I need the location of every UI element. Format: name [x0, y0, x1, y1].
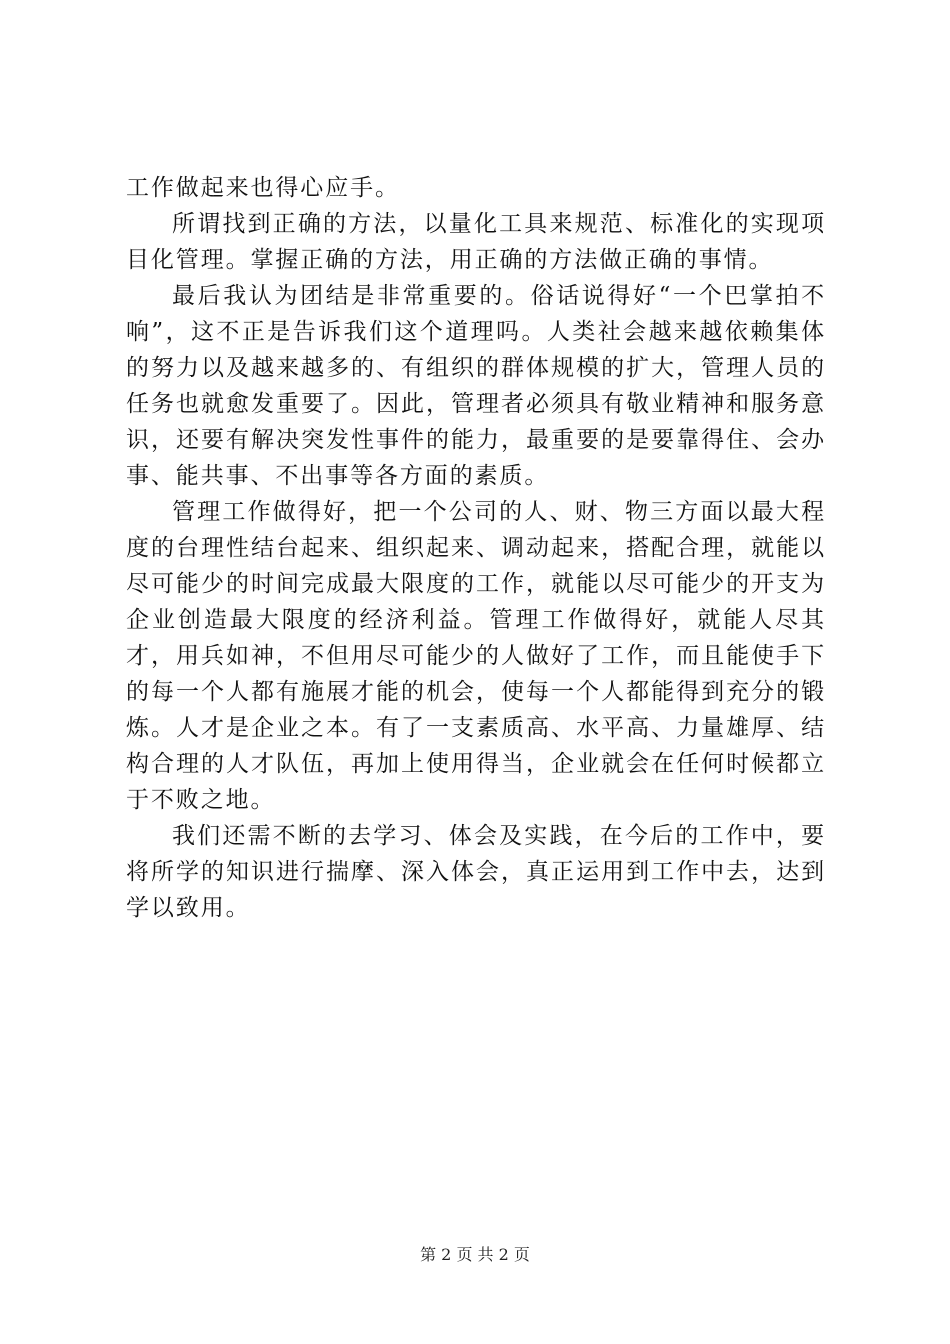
paragraph-2: 所谓找到正确的方法，以量化工具来规范、标准化的实现项目化管理。掌握正确的方法，用正确的方法做正确的事情。: [126, 211, 826, 273]
paragraph-3: 最后我认为团结是非常重要的。俗话说得好“一个巴掌拍不响”，这不正是告诉我们这个道理吗。人类社会越来越依赖集体的努力以及越来越多的、有组织的群体规模的扩大，管理人员的任务也就愈发重要了。因此，管理者必须具有敬业精神和服务意识，还要有解决突发性事件的能力，最重要的是要靠得住、会办事、能共事、不出事等各方面的素质。: [126, 283, 826, 489]
paragraph-5: 我们还需不断的去学习、体会及实践，在今后的工作中，要将所学的知识进行揣摩、深入体会，真正运用到工作中去，达到学以致用。: [126, 823, 826, 921]
page-number-footer: 第 2 页 共 2 页: [420, 1245, 530, 1264]
document-body: [126, 170, 826, 926]
paragraph-4: 管理工作做得好，把一个公司的人、财、物三方面以最大程度的台理性结台起来、组织起来、调动起来，搭配合理，就能以尽可能少的时间完成最大限度的工作，就能以尽可能少的开支为企业创造最大限度的经济利益。管理工作做得好，就能人尽其才，用兵如神，不但用尽可能少的人做好了工作，而且能使手下的每一个人都有施展才能的机会，使每一个人都能得到充分的锻炼。人才是企业之本。有了一支素质高、水平高、力量雄厚、结构合理的人才队伍，再加上使用得当，企业就会在任何时候都立于不败之地。: [126, 499, 826, 813]
paragraph-1: 工作做起来也得心应手。: [126, 175, 400, 201]
